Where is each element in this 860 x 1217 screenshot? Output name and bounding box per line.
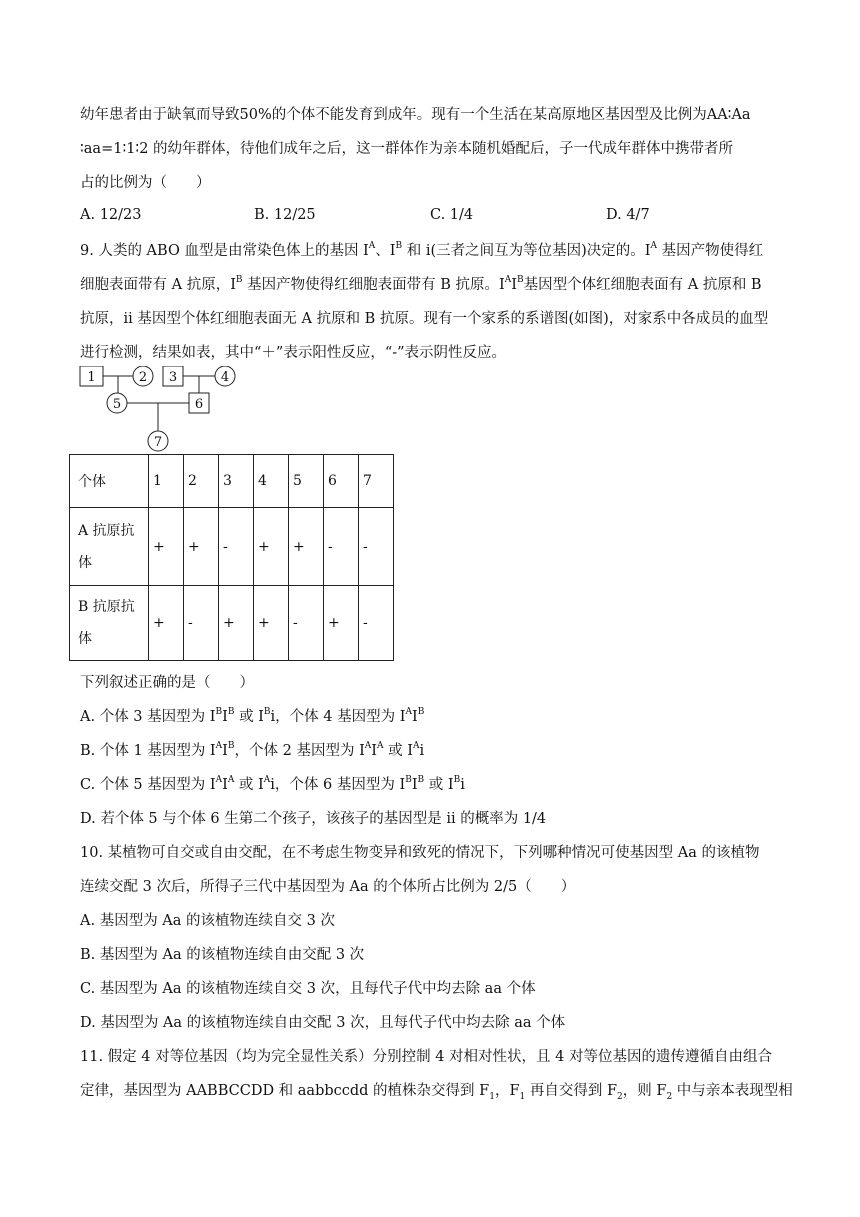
table-cell: - — [324, 508, 359, 586]
q9-line-1: 9. 人类的 ABO 血型是由常染色体上的基因 $I^A$、$I^B$ 和 i(三者之间互为等位基因)决定的。$I^A$ 基因产物使得红 — [80, 241, 764, 259]
q9-line-3: 抗原，ii 基因型个体红细胞表面无 A 抗原和 B 抗原。现有一个家系的系谱图(如图)，对家系中各成员的血型 — [80, 311, 769, 327]
q8-line-3: 占的比例为（ ） — [80, 175, 211, 191]
q8-line-1: 幼年患者由于缺氧而导致50%的个体不能发育到成年。现有一个生活在某高原地区基因型及比例为AA∶Aa — [80, 107, 751, 123]
q10-option-d[interactable]: D. 基因型为 Aa 的该植物连续自由交配 3 次，且每代子代中均去除 aa 个体 — [80, 1015, 566, 1031]
q10-option-b[interactable]: B. 基因型为 Aa 的该植物连续自由交配 3 次 — [80, 947, 365, 963]
table-cell: - — [359, 586, 394, 661]
table-col-7: 7 — [359, 455, 394, 508]
q8-options — [80, 207, 780, 227]
table-header-label: 个体 — [70, 455, 149, 508]
q9-option-d[interactable]: D. 若个体 5 与个体 6 生第二个孩子，该孩子的基因型是 ii 的概率为 1/4 — [80, 811, 547, 827]
q9-line-2: 细胞表面带有 A 抗原，$I^B$ 基因产物使得红细胞表面带有 B 抗原。$I^AI^B$基因型个体红细胞表面有 A 抗原和 B — [80, 275, 762, 293]
table-col-4: 4 — [254, 455, 289, 508]
q10-option-c[interactable]: C. 基因型为 Aa 的该植物连续自交 3 次，且每代子代中均去除 aa 个体 — [80, 981, 536, 997]
q11-line-1: 11. 假定 4 对等位基因（均为完全显性关系）分别控制 4 对相对性状，且 4 对等位基因的遗传遵循自由组合 — [80, 1049, 772, 1065]
pedigree-label-7: 7 — [153, 435, 163, 450]
q10-line-2: 连续交配 3 次后，所得子三代中基因型为 Aa 的个体所占比例为 2/5（ ） — [80, 879, 576, 895]
q9-option-c[interactable]: C. 个体 5 基因型为 $I^AI^A$ 或 $I^Ai$，个体 6 基因型为 $I^BI^B$ 或 $I^Bi$ — [80, 775, 465, 793]
table-cell: + — [184, 508, 219, 586]
q9-option-b[interactable]: B. 个体 1 基因型为 $I^AI^B$，个体 2 基因型为 $I^AI^A$ 或 $I^Ai$ — [80, 741, 425, 759]
table-cell: + — [324, 586, 359, 661]
table-cell: + — [219, 586, 254, 661]
q8-option-b[interactable]: B. 12/25 — [254, 207, 316, 223]
table-cell: + — [254, 508, 289, 586]
table-col-6: 6 — [324, 455, 359, 508]
table-cell: - — [289, 586, 324, 661]
table-col-5: 5 — [289, 455, 324, 508]
table-cell: - — [359, 508, 394, 586]
table-cell: + — [149, 586, 184, 661]
table-col-3: 3 — [219, 455, 254, 508]
q9-option-a[interactable]: A. 个体 3 基因型为 $I^BI^B$ 或 $I^Bi$，个体 4 基因型为 $I^AI^B$ — [80, 707, 425, 725]
pedigree-label-5: 5 — [112, 397, 122, 412]
table-header-row — [70, 455, 394, 508]
pedigree-label-6: 6 — [194, 397, 204, 412]
pedigree-diagram — [70, 366, 250, 458]
table-cell: - — [184, 586, 219, 661]
pedigree-label-1: 1 — [87, 370, 96, 385]
q8-line-2: ∶aa=1∶1∶2 的幼年群体，待他们成年之后，这一群体作为亲本随机婚配后，子一代成年群体中携带者所 — [80, 141, 734, 157]
q10-option-a[interactable]: A. 基因型为 Aa 的该植物连续自交 3 次 — [80, 913, 335, 929]
pedigree-label-4: 4 — [220, 370, 230, 385]
table-cell: + — [289, 508, 324, 586]
table-row-b-antibody — [70, 586, 394, 661]
q10-line-1: 10. 某植物可自交或自由交配，在不考虑生物变异和致死的情况下，下列哪种情况可使基因型 Aa 的该植物 — [80, 845, 760, 861]
table-col-2: 2 — [184, 455, 219, 508]
table-cell: - — [219, 508, 254, 586]
q9-line-4: 进行检测，结果如表，其中“＋”表示阳性反应，“-”表示阴性反应。 — [80, 345, 507, 361]
pedigree-label-2: 2 — [138, 370, 148, 385]
table-row-a-antibody — [70, 508, 394, 586]
q8-option-d[interactable]: D. 4/7 — [606, 207, 650, 223]
table-row-label: A 抗原抗 体 — [70, 508, 149, 586]
blood-type-table — [69, 454, 394, 661]
q8-option-a[interactable]: A. 12/23 — [80, 207, 142, 223]
pedigree-label-3: 3 — [168, 370, 178, 385]
table-col-1: 1 — [149, 455, 184, 508]
table-cell: + — [254, 586, 289, 661]
q9-stem: 下列叙述正确的是（ ） — [80, 675, 254, 691]
table-cell: + — [149, 508, 184, 586]
q8-option-c[interactable]: C. 1/4 — [430, 207, 474, 223]
q11-line-2: 定律，基因型为 AABBCCDD 和 aabbccdd 的植株杂交得到 $F_1$，$F_1$ 再自交得到 $F_2$，则 $F_2$ 中与亲本表现型相 — [80, 1083, 793, 1102]
table-row-label: B 抗原抗 体 — [70, 586, 149, 661]
